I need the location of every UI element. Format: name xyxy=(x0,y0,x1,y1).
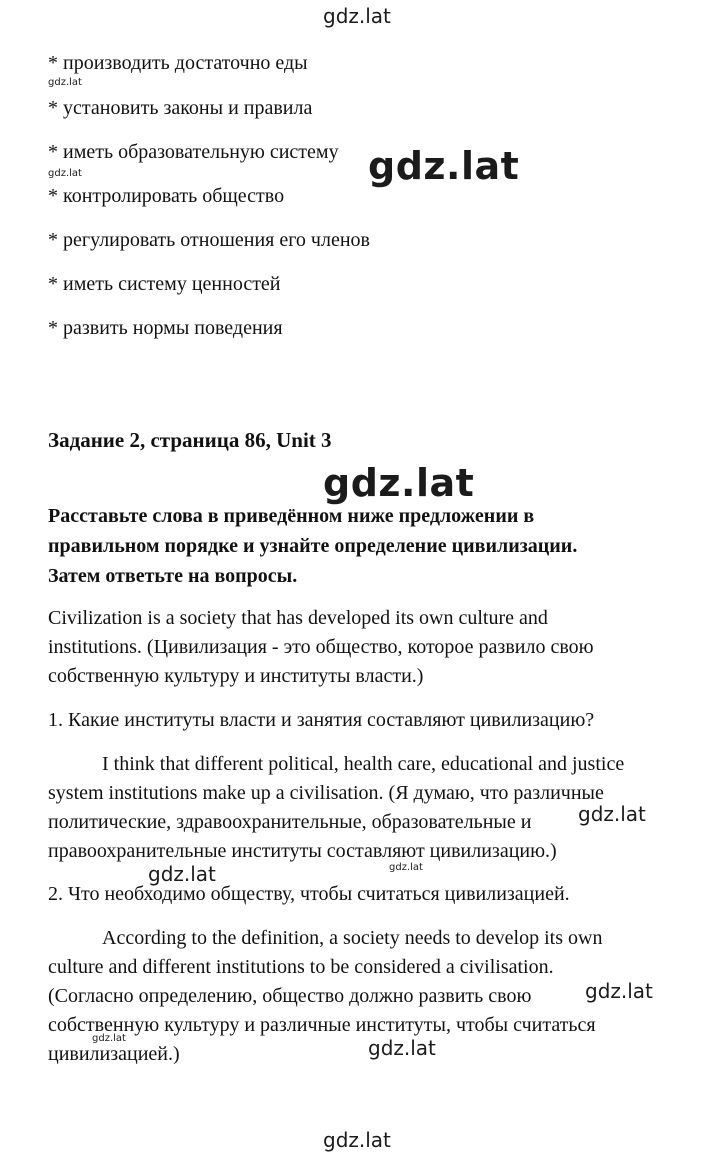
watermark-top: gdz.lat xyxy=(323,4,391,28)
watermark-medium: gdz.lat xyxy=(578,802,646,826)
answer-2-line: culture and different institutions to be considered a civilisation. xyxy=(48,956,554,978)
watermark-small: gdz.lat xyxy=(389,862,423,873)
task-heading: Задание 2, страница 86, Unit 3 xyxy=(48,428,332,452)
answer-1-line: политические, здравоохранительные, образовательные и xyxy=(48,811,532,833)
watermark-small: gdz.lat xyxy=(92,1033,126,1044)
bullet-item: * контролировать общество xyxy=(48,185,285,207)
watermark-large: gdz.lat xyxy=(323,461,475,505)
answer-2-line: собственную культуру и различные институты, чтобы считаться xyxy=(48,1014,596,1036)
answer-1-line: I think that different political, health care, educational and justice xyxy=(102,753,625,775)
answer-2-line: (Согласно определению, общество должно развить свою xyxy=(48,985,532,1007)
watermark-small: gdz.lat xyxy=(48,77,82,88)
answer-1-line: правоохранительные институты составляют цивилизацию.) xyxy=(48,840,557,862)
definition-line: собственную культуру и институты власти.) xyxy=(48,665,424,687)
answer-2-line: цивилизацией.) xyxy=(48,1043,180,1065)
definition-line: Civilization is a society that has developed its own culture and xyxy=(48,607,548,629)
bullet-item: * установить законы и правила xyxy=(48,97,313,119)
bullet-item: * иметь систему ценностей xyxy=(48,273,281,295)
definition-line: institutions. (Цивилизация - это общество, которое развило свою xyxy=(48,636,594,658)
question-2: 2. Что необходимо обществу, чтобы считаться цивилизацией. xyxy=(48,883,570,905)
bullet-item: * производить достаточно еды xyxy=(48,52,308,74)
watermark-medium: gdz.lat xyxy=(585,979,653,1003)
answer-2-line: According to the definition, a society needs to develop its own xyxy=(102,927,603,949)
task-instruction-line: правильном порядке и узнайте определение цивилизации. xyxy=(48,535,578,557)
watermark-large: gdz.lat xyxy=(368,144,520,188)
watermark-bottom: gdz.lat xyxy=(323,1128,391,1152)
watermark-medium: gdz.lat xyxy=(368,1036,436,1060)
task-instruction-line: Расставьте слова в приведённом ниже предложении в xyxy=(48,505,535,527)
bullet-item: * иметь образовательную систему xyxy=(48,141,339,163)
bullet-item: * развить нормы поведения xyxy=(48,317,283,339)
watermark-small: gdz.lat xyxy=(48,168,82,179)
watermark-medium: gdz.lat xyxy=(148,862,216,886)
question-1: 1. Какие институты власти и занятия составляют цивилизацию? xyxy=(48,709,595,731)
bullet-item: * регулировать отношения его членов xyxy=(48,229,370,251)
task-instruction-line: Затем ответьте на вопросы. xyxy=(48,565,298,587)
answer-1-line: system institutions make up a civilisation. (Я думаю, что различные xyxy=(48,782,604,804)
